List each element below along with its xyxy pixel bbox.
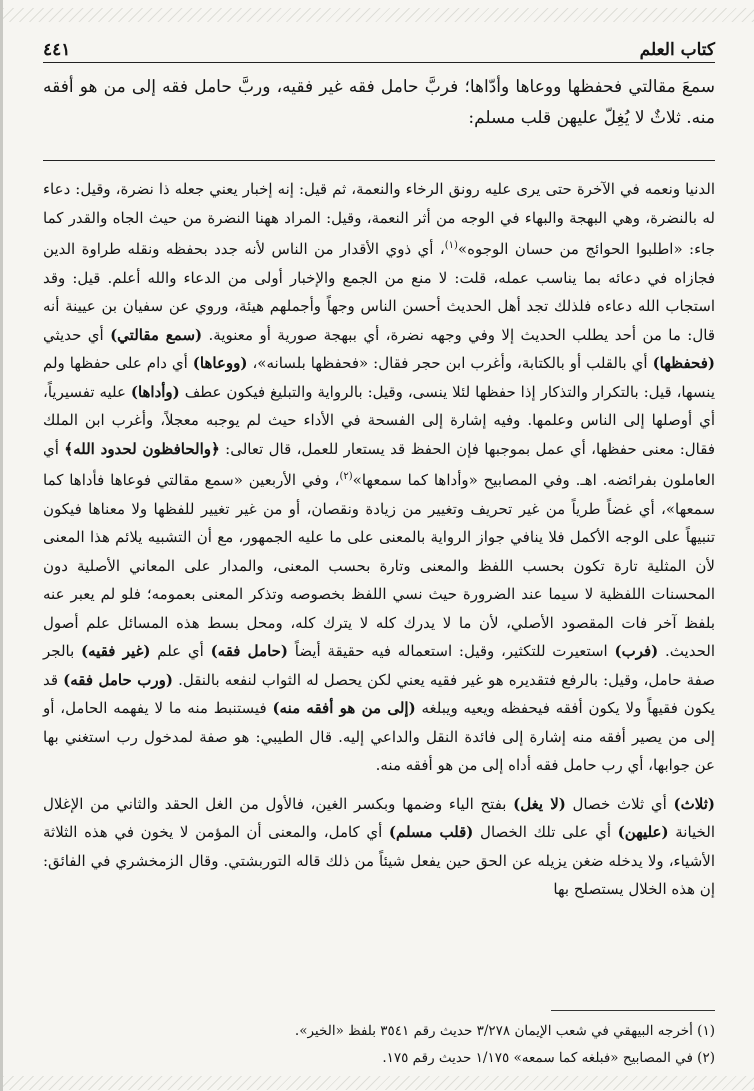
footnote-1: (١) أخرجه البيهقي في شعب الإيمان ٣/٢٧٨ حديث رقم ٣٥٤١ بلفظ «الخير».	[294, 1023, 715, 1039]
commentary-text-run: ، أي ذوي الأقدار من الناس لأنه جدد بحفظه ونقله طراوة الدين فجازاه في دعائه بما يناسب عمله، قلت: لا منع من الجمع والإخبار أولى من الدعاء والله أعلم. قيل: وقد استجاب الله دعاءه فلذلك تجد أهل الحديث أحسن الناس وجهاً وأجملهم هيئة، وروي عن سفيان بن عيينة أنه قال: ما من أحد يطلب الحديث إلا وفي وجهه نضرة، أي ببهجة صورية أو معنوية.	[43, 240, 715, 344]
bold-keyword: (ثلاث)	[673, 794, 715, 813]
hadith-line: سمعَ مقالتي فحفظها ووعاها وأدّاها؛ فربَّ حامل فقه غير فقيه، وربَّ حامل فقه إلى من هو أفقه منه. ثلاثٌ لا يُغِلّ عليهن قلب مسلم:	[43, 77, 715, 128]
bold-keyword: (سمع مقالتي)	[110, 325, 203, 344]
commentary-text-run: بفتح الياء وضمها وبكسر الغين، فالأول من الغل الحقد والثاني من الإغلال الخيانة	[43, 794, 715, 841]
commentary-text-run: أي العاملون بفرائضه. اهـ. وفي المصابيح «وأداها كما سمعها»	[43, 439, 715, 489]
bold-keyword: ﴿والحافظون لحدود الله﴾	[64, 439, 220, 458]
footnote-separator	[551, 1010, 715, 1011]
hadith-text	[43, 72, 715, 134]
footnote-reference: (٢)	[339, 471, 353, 482]
page-header	[43, 36, 715, 63]
commentary-text-run: استعيرت للتكثير، وقيل: استعماله فيه حقيقة أيضاً	[288, 642, 615, 660]
commentary-text-run: أي حديثي	[43, 325, 111, 344]
commentary-text-run: عليه تفسيرياً، أي أوصلها إلى الناس وعلمها. وفيه إشارة إلى الفسحة في الأداء حيث لم يوجبه معجلاً، وأغرب ابن الملك فقال: معنى حفظها، أي عمل بموجبها فإن الحفظ قد يستعار للعمل، قال تعالى:	[43, 382, 715, 458]
footnote-2: (٢) في المصابيح «فبلغه كما سمعه» ١/١٧٥ حديث رقم ١٧٥.	[382, 1050, 715, 1066]
text-separator	[43, 160, 715, 161]
bold-keyword: (لا يغل)	[513, 794, 566, 813]
bold-keyword: (إلى من هو أفقه منه)	[272, 699, 416, 717]
bold-keyword: (قلب مسلم)	[388, 823, 474, 841]
top-ornament-border	[3, 8, 754, 22]
commentary-paragraph	[43, 790, 715, 904]
bold-keyword: (عليهن)	[617, 823, 669, 841]
bold-keyword: (ووعاها)	[192, 354, 248, 372]
commentary-paragraph	[43, 175, 715, 780]
footnote-reference: (١)	[444, 240, 458, 251]
commentary-text-run: أي علم	[150, 642, 211, 660]
commentary-text-run: فيستنبط منه ما لا يفهمه الحامل، أو إلى من يصير أفقه منه إشارة إلى فائدة النقل والداعي إليه. قال الطيبي: هو صفة لمدخول رب استغني بها عن جوابها، أي رب حامل فقه أداه إلى من هو أفقه منه.	[43, 699, 715, 774]
footnotes	[43, 1018, 715, 1072]
commentary-text-run: أي دام على حفظها ولم ينسها، قيل: بالتكرار والتذكار إذا حفظها لئلا ينسى، وقيل: بالرواية والتبليغ فيكون عطف	[43, 354, 715, 401]
commentary-text-run: أي على تلك الخصال	[473, 823, 618, 841]
bold-keyword: (وأداها)	[130, 382, 180, 401]
bold-keyword: (فرب)	[614, 642, 659, 660]
commentary-text-run: أي ثلاث خصال	[565, 794, 674, 813]
commentary-text	[43, 175, 715, 914]
bold-keyword: (غير فقيه)	[81, 642, 151, 660]
commentary-text-run: قد يكون فقيهاً ولا يكون أفقه فيحفظه ويعيه ويبلغه	[43, 670, 715, 717]
bottom-ornament-border	[3, 1076, 754, 1090]
page-number: ٤٤١	[43, 40, 71, 60]
commentary-text-run: أي بالقلب أو بالكتابة، وأغرب ابن حجر فقال: «فحفظها بلسانه»،	[247, 354, 653, 372]
commentary-text-run: بالجر صفة حامل، وقيل: بالرفع فتقديره هو غير فقيه يعني لكن يحصل له الثواب لنفعه بالنقل.	[43, 642, 715, 689]
commentary-text-run: ، وفي الأربعين «سمع مقالتي فوعاها فأداها كما سمعها»، أي غضاً طرياً من غير تحريف وتغيير من زيادة ونقصان، أو من غير تغيير للفظها ولا معناها فيكون تنبيهاً على الوجه الأكمل فلا ينافي جواز الرواية بالمعنى على ما عليه الجمهور، مع أن التشبيه يلائم هذا المعنى لأن المثلية تارة تكون بحسب اللفظ والمعنى وتارة بحسب المعنى، والمدار على المعاني الأصلية دون المحسنات اللفظية لا سيما عند الضرورة حيث نسي اللفظ بخصوصه وتذكر المعنى بعمومه؛ فلو لم يعبر عنه بلفظ آخر فات المقصود الأصلي، لأن ما لا يدرك كله لا يترك كله، ومحل بسط هذه المسائل علم أصول الحديث.	[43, 471, 715, 660]
bold-keyword: (فحفظها)	[652, 354, 716, 372]
commentary-text-run: الدنيا ونعمه في الآخرة حتى يرى عليه رونق الرخاء والنعمة، ثم قيل: إنه إخبار يعني جعله ذا نضرة، وقيل: دعاء له بالنضرة، وهي البهجة والبهاء في الوجه من أثر النعمة، وقيل: المراد ههنا النضرة من حيث الجاه والقدر كما جاء: «اطلبوا الحوائج من حسان الوجوه»	[43, 180, 715, 258]
bold-keyword: (حامل فقه)	[210, 642, 289, 660]
book-title: كتاب العلم	[639, 40, 715, 60]
bold-keyword: (ورب حامل فقه)	[63, 670, 173, 689]
commentary-text-run: أي كامل، والمعنى أن المؤمن لا يخون في هذه الثلاثة الأشياء، ولا يدخله ضغن يزيله عن الحق حين يفعل شيئاً من ذلك قاله التوربشتي. وقال الزمخشري في الفائق: إن هذه الخلال يستصلح بها	[43, 823, 715, 898]
